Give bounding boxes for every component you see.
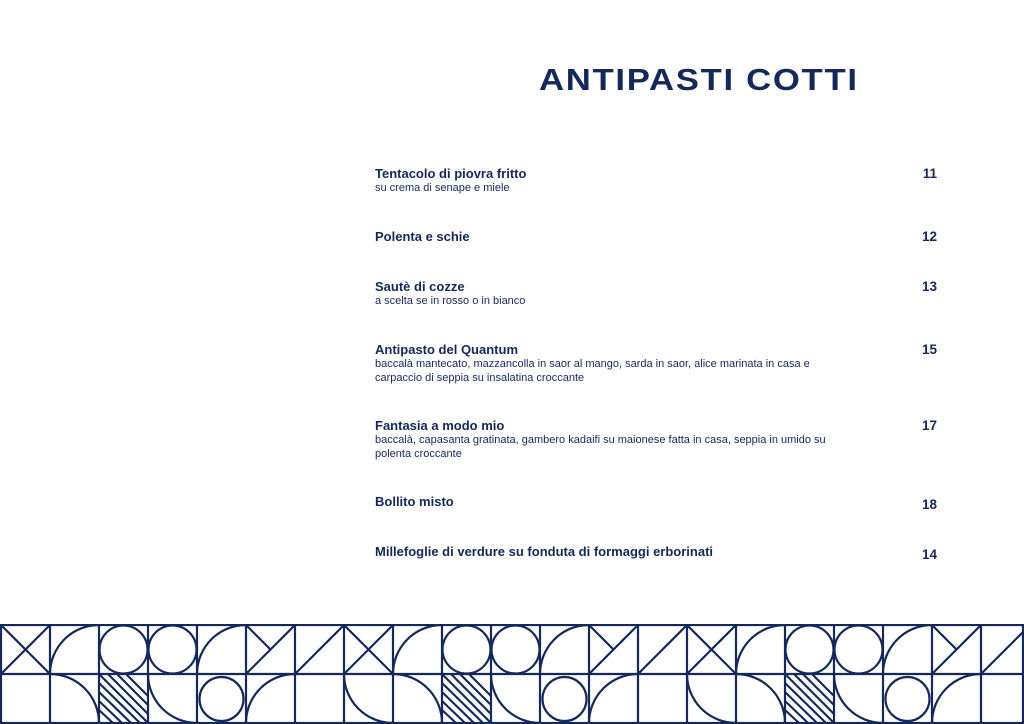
item-price: 18 xyxy=(921,497,937,512)
menu-item xyxy=(375,279,940,309)
item-price: 12 xyxy=(921,229,937,244)
menu-item xyxy=(375,342,940,385)
item-name: Antipasto del Quantum xyxy=(375,342,518,357)
item-name: Fantasia a modo mio xyxy=(375,418,505,433)
item-description: a scelta se in rosso o in bianco xyxy=(375,295,526,307)
item-price: 11 xyxy=(922,166,937,181)
menu-item xyxy=(375,494,940,510)
item-name: Polenta e schie xyxy=(375,229,470,244)
menu-item xyxy=(375,544,940,560)
menu-item xyxy=(375,166,940,196)
geometric-pattern-border xyxy=(0,624,1024,724)
item-description: baccalà mantecato, mazzancolla in saor al mango, sarda in saor, alice marinata in casa e carpaccio di seppia su insalatina croccante xyxy=(375,358,810,384)
menu-item xyxy=(375,418,940,461)
item-description: baccalà, capasanta gratinata, gambero kadaifi su maionese fatta in casa, seppia in umido su polenta croccante xyxy=(375,434,826,460)
item-price: 14 xyxy=(921,547,937,562)
item-price: 17 xyxy=(921,418,937,433)
item-description: su crema di senape e miele xyxy=(375,182,510,194)
item-name: Millefoglie di verdure su fonduta di formaggi erborinati xyxy=(375,544,714,559)
item-name: Sautè di cozze xyxy=(375,279,465,294)
page-title: ANTIPASTI COTTI xyxy=(539,62,859,97)
item-price: 13 xyxy=(921,279,937,294)
item-price: 15 xyxy=(921,342,937,357)
item-name: Tentacolo di piovra fritto xyxy=(375,166,527,181)
item-name: Bollito misto xyxy=(375,494,454,509)
menu-item xyxy=(375,229,940,245)
